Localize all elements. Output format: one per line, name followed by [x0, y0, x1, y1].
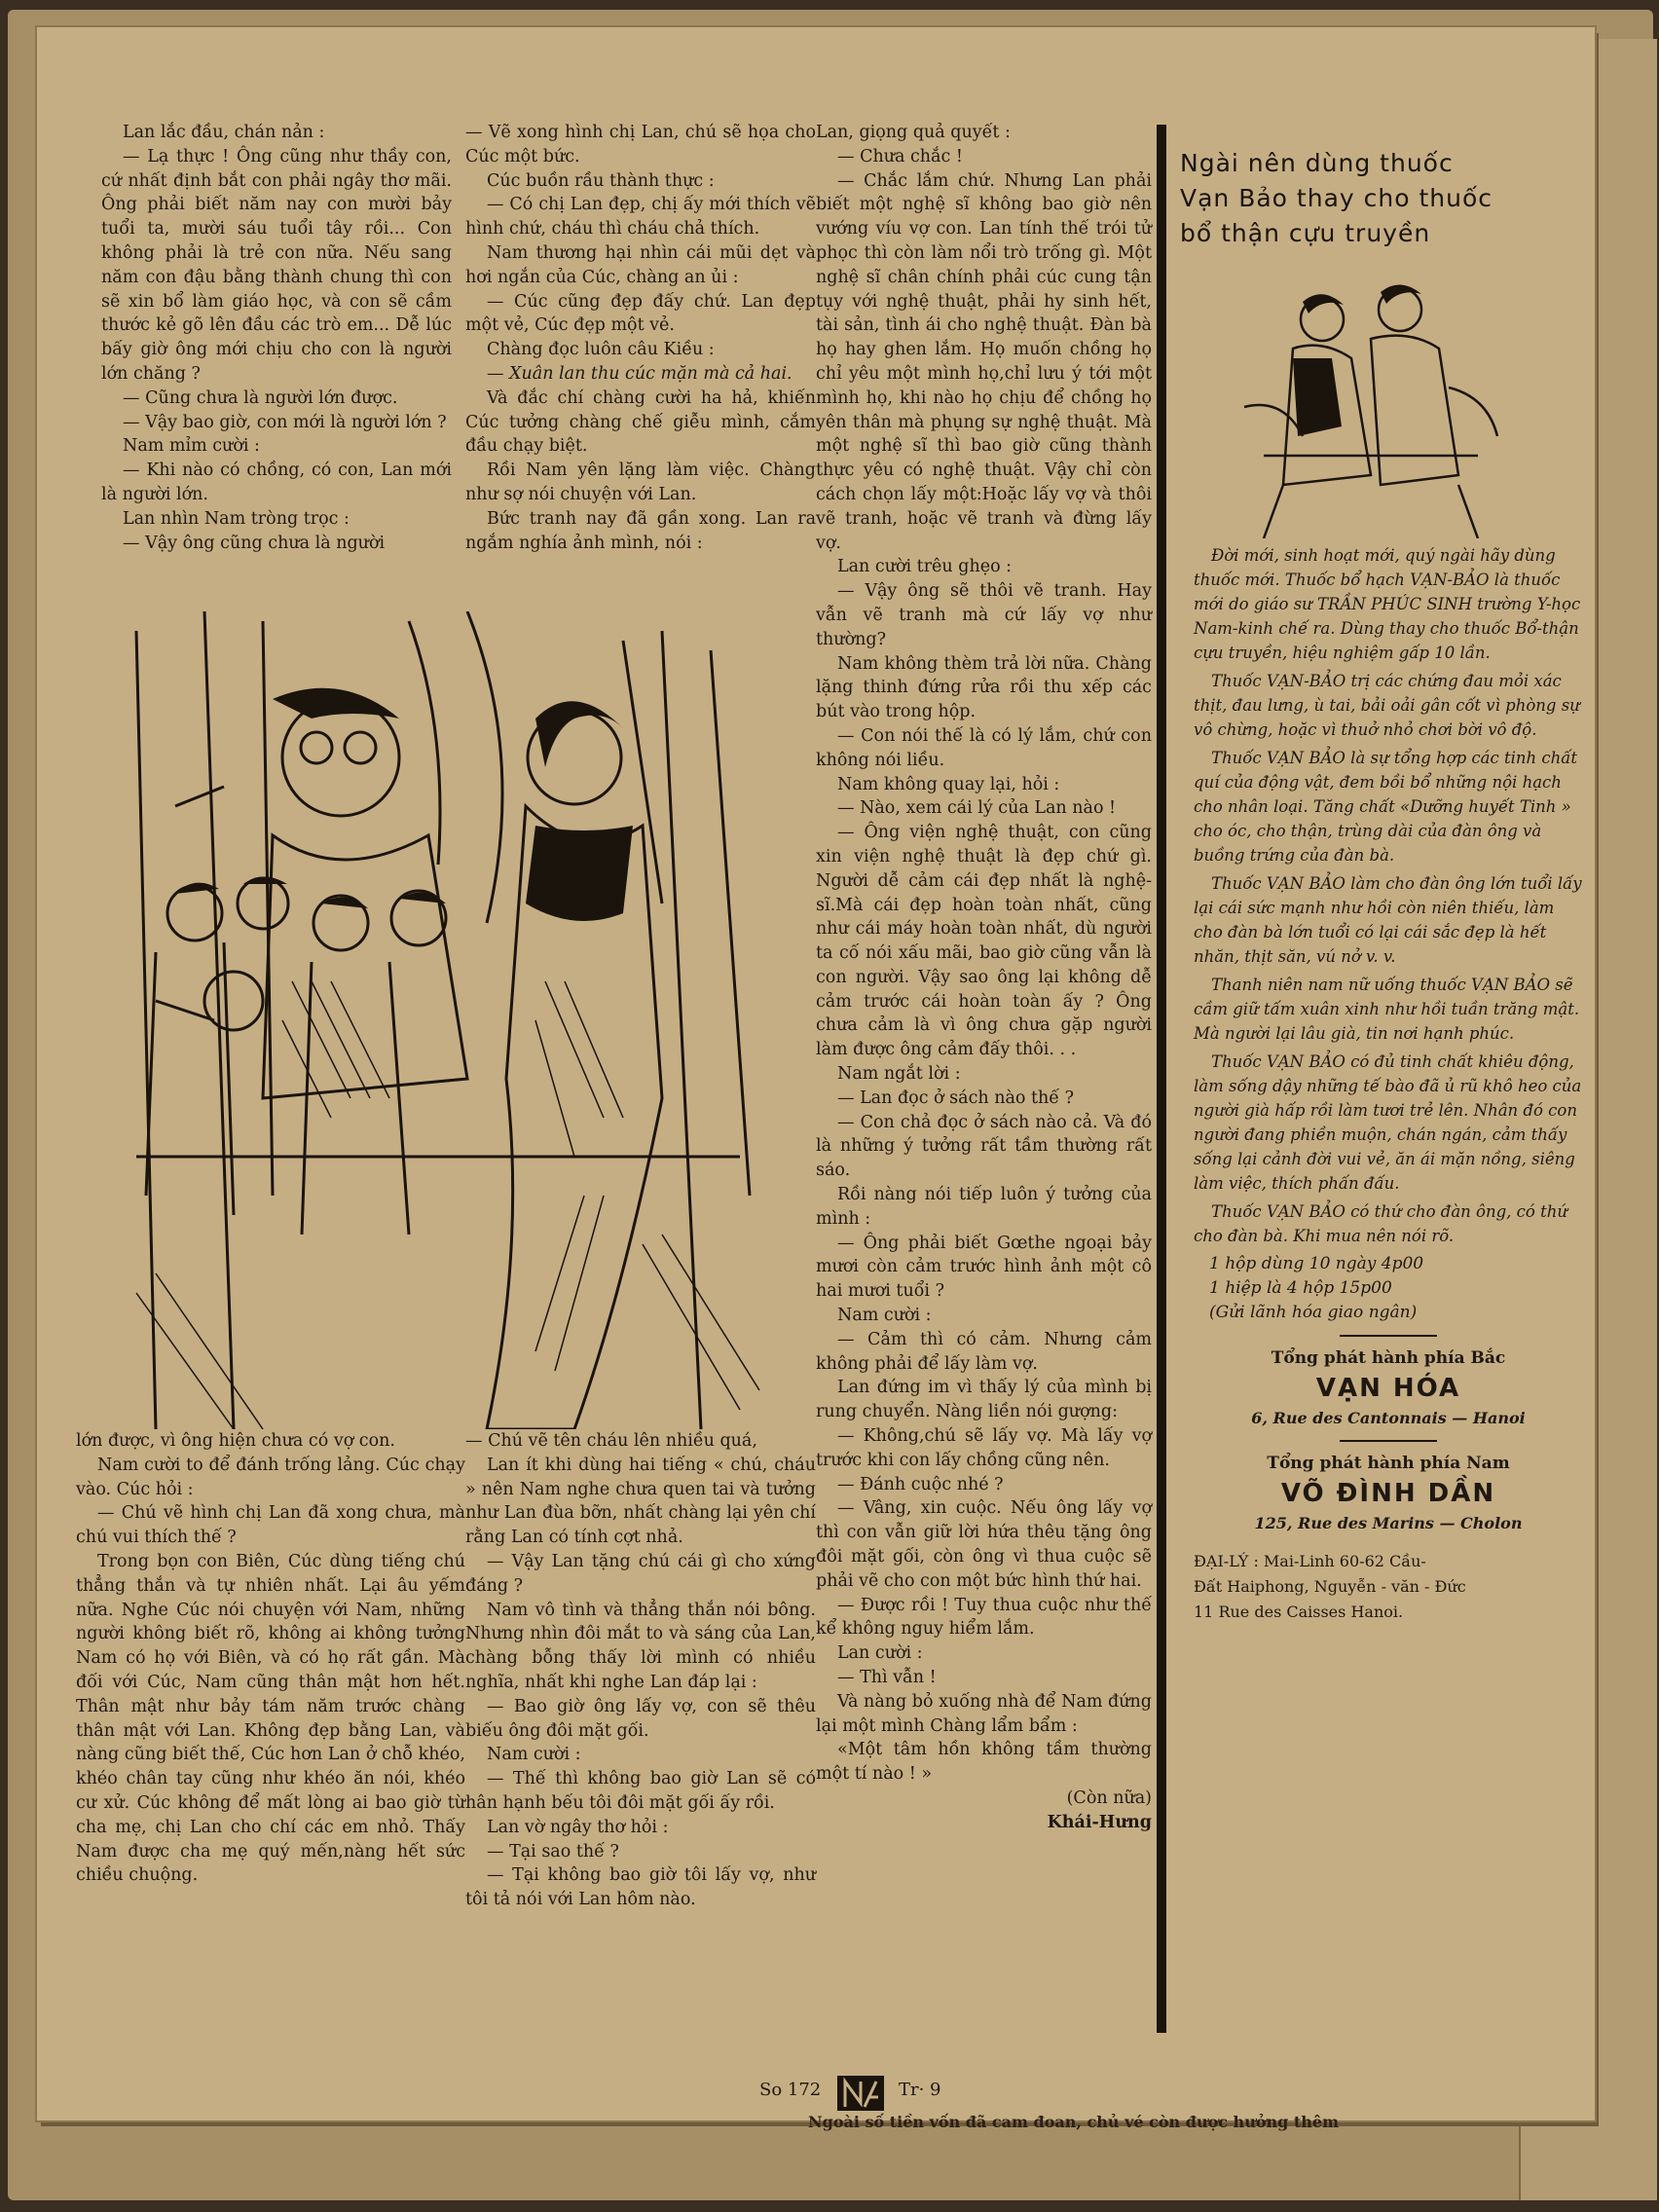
paragraph: Nam không thèm trả lời nữa. Chàng lặng thinh đứng rửa rồi thu xếp các bút vào trong hộp. [816, 653, 1152, 722]
paragraph: Và đắc chí chàng cười ha hả, khiến Cúc tưởng chàng chế giễu mình, cắm đầu chạy biệt. [465, 387, 816, 457]
paragraph: — Cũng chưa là người lớn được. [123, 387, 398, 408]
paragraph: — Đánh cuộc nhé ? [837, 1474, 1004, 1494]
paragraph: — Nào, xem cái lý của Lan nào ! [837, 798, 1117, 819]
article-column-5 [465, 1429, 816, 1912]
page-number: Tr· 9 [899, 2080, 941, 2100]
paragraph: Nam thương hại nhìn cái mũi dẹt và hơi ngắn của Cúc, chàng an ủi : [465, 242, 816, 287]
paragraph: — Vậy ông cũng chưa là người [123, 533, 386, 553]
paragraph: — Được rồi ! Tuy thua cuộc như thế kể không nguy hiểm lắm. [816, 1595, 1152, 1640]
paragraph: — Thì vẫn ! [837, 1668, 937, 1687]
paragraph: Và nàng bỏ xuống nhà để Nam đứng lại một mình Chàng lẩm bẩm : [816, 1691, 1152, 1736]
ad-paragraph: Thuốc VẠN BẢO có đủ tinh chất khiêu động, làm sống dậy những tế bào đã ủ rũ khô heo của người già hấp rồi làm tươi trẻ lên. Nhân đó con người đang phiền muộn, chán ngán, cảm thấy sống lại cảnh đời vui vẻ, ăn ái mặn nồng, siêng làm việc, thích phấn đấu. [1194, 1052, 1582, 1193]
paragraph: — Không,chú sẽ lấy vợ. Mà lấy vợ trước khi con lấy chồng cũng nên. [816, 1426, 1152, 1470]
paragraph: — Cảm thì có cảm. Nhưng cảm không phải để lấy làm vợ. [816, 1329, 1152, 1374]
distributor-name: VẠN HÓA [1315, 1374, 1461, 1403]
price-line: 1 hiệp là 4 hộp 15p00 [1209, 1278, 1392, 1298]
paragraph: — Lạ thực ! Ông cũng như thầy con, cứ nhất định bắt con phải ngây thơ mãi. Ông phải biết năm nay con mười bảy tuổi ta, mười sáu tuổi tây rồi... Con không phải là trẻ con nữa. Nếu sang năm con đậu bằng thành chung thì con sẽ xin bổ làm giáo học, và con sẽ cầm thước kẻ gõ lên đầu các trò em... Dễ lúc bấy giờ ông mới chịu cho con là người lớn chăng ? [101, 146, 452, 384]
paragraph: Lan lắc đầu, chán nản : [123, 123, 325, 142]
paragraph: Nam mỉm cười : [123, 436, 260, 457]
paragraph: — Chú vẽ tên cháu lên nhiều quá, [465, 1431, 757, 1451]
paragraph: Lan, giọng quả quyết : [816, 123, 1011, 142]
divider [1340, 1440, 1437, 1442]
paragraph: Lan ít khi dùng hai tiếng « chú, cháu » nên Nam nghe chưa quen tai và tưởng như Lan đùa bỡn, nhất chàng lại yên chí rằng Lan có tính cợt nhả. [465, 1455, 816, 1548]
paragraph: Lan cười trêu ghẹo : [837, 557, 1013, 577]
paragraph: Rồi Nam yên lặng làm việc. Chàng như sợ nói chuyện với Lan. [465, 461, 816, 504]
paragraph: — Con nói thế là có lý lắm, chứ con không nói liều. [816, 725, 1152, 770]
paragraph: Cúc buồn rầu thành thực : [487, 170, 715, 191]
paragraph: — Khi nào có chồng, có con, Lan mới là người lớn. [101, 461, 452, 504]
ad-headline [1180, 146, 1579, 251]
price-line: (Gửi lãnh hóa giao ngân) [1209, 1303, 1418, 1322]
ad-couple-illustration [1225, 280, 1517, 538]
paragraph: — Vậy bao giờ, con mới là người lớn ? [123, 412, 447, 432]
agent-line: 11 Rue des Caisses Hanoi. [1194, 1603, 1404, 1621]
paragraph: Bức tranh nay đã gần xong. Lan ra ngắm nghía ảnh mình, nói : [465, 508, 816, 553]
ad-paragraph: Đời mới, sinh hoạt mới, quý ngài hãy dùng thuốc mới. Thuốc bổ hạch VẠN-BẢO là thuốc mới do giáo sư TRẦN PHÚC SINH trường Y-học Nam-kinh chế ra. Dùng thay cho thuốc Bổ-thận cựu truyền, hiệu nghiệm gấp 10 lần. [1194, 546, 1581, 662]
paragraph: — Vậy Lan tặng chú cái gì cho xứng đáng ? [465, 1551, 816, 1596]
agent-line: Đất Haiphong, Nguyễn - văn - Đức [1194, 1577, 1466, 1596]
ad-paragraph: Thuốc VẠN-BẢO trị các chứng đau mỏi xác thịt, đau lưng, ù tai, bải oải gân cốt vì phòng sự vô chừng, hoặc vì thuở nhỏ chơi bời vô độ. [1194, 672, 1580, 739]
paragraph: Lan đứng im vì thấy lý của mình bị rung chuyển. Nàng liền nói gượng: [816, 1378, 1152, 1422]
paragraph: — Ông phải biết Gœthe ngoại bảy mươi còn cảm trước hình ảnh một cô hai mươi tuổi ? [816, 1233, 1152, 1302]
paragraph: — Chú vẽ hình chị Lan đã xong chưa, mà chú vui thích thế ? [76, 1503, 465, 1548]
ad-copy [1194, 543, 1583, 1625]
article-column-4 [76, 1429, 465, 1888]
newspaper-logo [835, 2074, 886, 2113]
medicine-advertisement [1157, 125, 1604, 2033]
continued-note: (Còn nữa) [1066, 1788, 1152, 1808]
paragraph: — Ông viện nghệ thuật, con cũng xin viện nghệ thuật là đẹp chứ gì. Người dễ cảm cái đẹp nhất là nghệ-sĩ.Mà cái đẹp hoàn toàn nhất, cũng như cái máy hoàn toàn nhất, dù người ta cố nói xấu mãi, bao giờ cũng vẫn là con người. Vậy sao ông lại không dễ cảm trước cái hoàn toàn ấy ? Ông chưa cảm là vì ông chưa gặp người làm được ông cảm đấy thôi. . . [816, 823, 1152, 1060]
agent-line: ĐẠI-LÝ : Mai-Linh 60-62 Cầu- [1194, 1552, 1426, 1570]
paragraph: — Tại sao thế ? [487, 1841, 619, 1862]
north-distributor [1194, 1335, 1583, 1535]
paragraph: — Tại không bao giờ tôi lấy vợ, như tôi tả nói với Lan hôm nào. [465, 1865, 816, 1910]
paragraph: lớn được, vì ông hiện chưa có vợ con. [76, 1431, 395, 1451]
paragraph: — Thế thì không bao giờ Lan sẽ có hân hạnh bếu tôi đôi mặt gối ấy rồi. [465, 1769, 816, 1813]
paragraph: Trong bọn con Biên, Cúc dùng tiếng chú thẳng thắn và tự nhiên nhất. Lại âu yếm nữa. Nghe Cúc nói chuyện với Nam, những người không biết rõ, không ai không tưởng Nam có họ với Biên, và có họ rất gần. Mà đối với Cúc, Nam cũng thân mật hơn hết. Thân mật như bảy tám năm trước chàng thân mật với Lan. Không đẹp bằng Lan, và nàng cũng biết thế, Cúc hơn Lan ở chỗ khéo, khéo chân tay cũng như khéo ăn nói, khéo cư xử. Cúc không để mất lòng ai bao giờ từ cha mẹ, chị Lan cho chí các em nhỏ. Thấy Nam được cha mẹ quý mến,nàng hết sức chiều chuộng. [76, 1551, 465, 1886]
paragraph: — Có chị Lan đẹp, chị ấy mới thích vẽ hình chứ, cháu thì cháu chả thích. [465, 195, 816, 240]
paragraph: — Xuân lan thu cúc mặn mà cả hai. [487, 363, 793, 384]
paragraph: — Vậy ông sẽ thôi vẽ tranh. Hay vẫn vẽ tranh mà cứ lấy vợ như thường? [816, 581, 1152, 649]
paragraph: Nam cười to để đánh trống lảng. Cúc chạy vào. Cúc hỏi : [76, 1455, 465, 1499]
paragraph: «Một tâm hồn không tầm thường một tí nào ! » [816, 1740, 1152, 1785]
paragraph: Nam không quay lại, hỏi : [837, 774, 1060, 794]
ad-paragraph: Thuốc VẠN BẢO làm cho đàn ông lớn tuổi lấy lại cái sức mạnh như hồi còn niên thiếu, làm cho đàn bà lớn tuổi có lại cái sắc đẹp là hết nhăn, thịt săn, vú nở v. v. [1194, 874, 1582, 966]
agents-list [1194, 1549, 1583, 1625]
ad-paragraph: Thuốc VẠN BẢO là sự tổng hợp các tinh chất quí của động vật, đem bồi bổ những nội hạch cho nhân loại. Tăng chất «Dưỡng huyết Tinh » cho óc, cho thận, trùng dài của đàn ông và buồng trứng của đàn bà. [1194, 749, 1577, 865]
distributor-address: 125, Rue des Marins — Cholon [1254, 1514, 1523, 1532]
distributor-name: VÕ ĐÌNH DẦN [1280, 1479, 1496, 1508]
paragraph: Lan cười : [837, 1643, 923, 1664]
underlying-page-strip: Ngoài số tiền vốn đã cam đoan, chủ vé còn được hưởng thêm [808, 2113, 1340, 2131]
paragraph: — Vâng, xin cuộc. Nếu ông lấy vợ thì con vẫn giữ lời hứa thêu tặng ông đôi mặt gối, còn ông vì thua cuộc sẽ phải vẽ cho con một bức hình thứ hai. [816, 1498, 1152, 1591]
ad-headline-line: Vạn Bảo thay cho thuốc [1180, 184, 1493, 212]
paragraph: Nam ngắt lời : [837, 1064, 961, 1085]
story-illustration [117, 611, 769, 1429]
paragraph: Lan nhìn Nam tròng trọc : [123, 508, 350, 529]
distributor-label: Tổng phát hành phía Bắc [1271, 1348, 1506, 1368]
paragraph: Nam cười : [837, 1306, 932, 1326]
author-signature: Khái-Hưng [1047, 1812, 1152, 1832]
paragraph: Lan vờ ngây thơ hỏi : [487, 1817, 669, 1837]
article-column-3 [816, 121, 1152, 1835]
paragraph: — Cúc cũng đẹp đấy chứ. Lan đẹp một vẻ, Cúc đẹp một vẻ. [465, 291, 816, 336]
article-column-2 [465, 121, 816, 555]
ad-paragraph: Thanh niên nam nữ uống thuốc VẠN BẢO sẽ cầm giữ tấm xuân xinh như hồi tuần trăng mật. Mà người lại lâu già, tin nơi hạnh phúc. [1194, 976, 1580, 1043]
paragraph: — Lan đọc ở sách nào thế ? [837, 1088, 1075, 1108]
paragraph: Nam cười : [487, 1745, 581, 1765]
ad-price-list [1194, 1252, 1583, 1325]
paragraph: Rồi nàng nói tiếp luôn ý tưởng của mình : [816, 1185, 1152, 1229]
paragraph: Nam vô tình và thẳng thắn nói bông. Nhưng nhìn đôi mắt to và sáng của Lan, chàng bỗng thấy lời mình có nhiều nghĩa, nhất khi nghe Lan đáp lại : [465, 1600, 816, 1692]
distributor-label: Tổng phát hành phía Nam [1267, 1454, 1510, 1473]
paragraph: — Bao giờ ông lấy vợ, con sẽ thêu biếu ông đôi mặt gối. [465, 1696, 816, 1741]
paragraph: — Chắc lắm chứ. Nhưng Lan phải biết một nghệ sĩ không bao giờ nên vướng víu vợ con. Lan tính thế trói tử phọc thì còn làm nổi trò trống gì. Một nghệ sĩ chân chính phải cúc cung tận tụy với nghệ thuật, phải hy sinh hết, tài sản, tình ái cho nghệ thuật. Đàn bà họ hay ghen lắm. Họ muốn chồng họ chỉ yêu một mình họ,chỉ lưu ý tới một mình họ, khi nào họ chịu để chồng họ yên thân mà phụng sự nghệ thuật. Mà một nghệ sĩ thì bao giờ cũng thành thực yêu có nghệ thuật. Vậy chỉ còn cách chọn lấy một:Hoặc lấy vợ và thôi vẽ tranh, hoặc vẽ tranh và đừng lấy vợ. [816, 170, 1152, 553]
distributor-address: 6, Rue des Cantonnais — Hanoi [1251, 1409, 1526, 1427]
article-column-1 [101, 121, 452, 555]
ad-paragraph: Thuốc VẠN BẢO có thứ cho đàn ông, có thứ cho đàn bà. Khi mua nên nói rõ. [1194, 1202, 1567, 1245]
divider [1340, 1335, 1437, 1337]
price-line: 1 hộp dùng 10 ngày 4p00 [1209, 1254, 1424, 1273]
paragraph: — Vẽ xong hình chị Lan, chú sẽ họa cho Cúc một bức. [465, 123, 816, 166]
paragraph: Chàng đọc luôn câu Kiều : [487, 340, 715, 360]
ad-headline-line: bổ thận cựu truyền [1180, 219, 1431, 247]
underlying-page-strip-2 [935, 2134, 1421, 2163]
paragraph: — Chưa chắc ! [837, 146, 963, 166]
newspaper-page [37, 27, 1595, 2120]
page-footer [37, 2074, 1595, 2113]
paragraph: — Con chả đọc ở sách nào cả. Và đó là những ý tưởng rất tầm thường rất sáo. [816, 1112, 1152, 1181]
ad-headline-line: Ngài nên dùng thuốc [1180, 149, 1454, 177]
issue-number: So 172 [759, 2080, 822, 2100]
